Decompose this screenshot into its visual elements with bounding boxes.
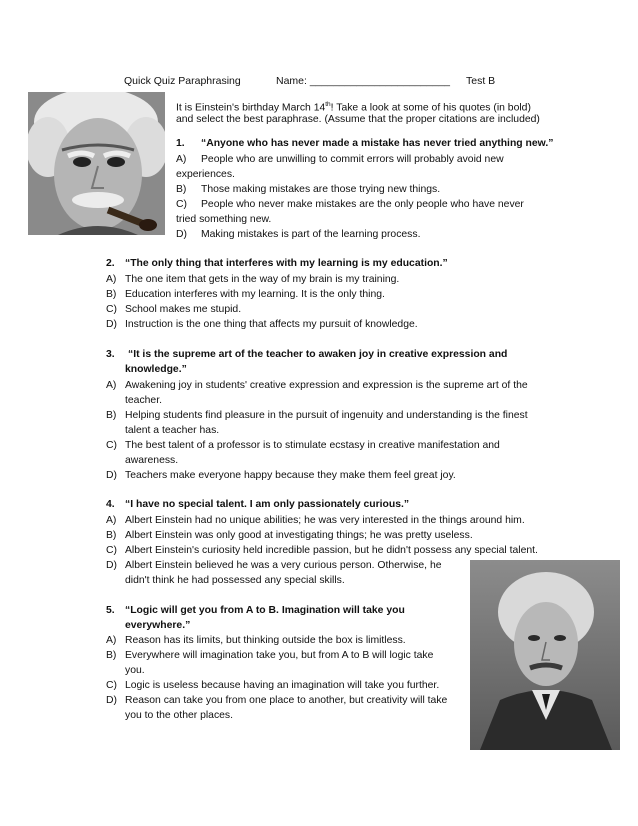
q3-option-a: Awakening joy in students' creative expression and expression is the supreme art of the xyxy=(125,380,528,391)
intro-line-2: and select the best paraphrase. (Assume that the proper citations are included) xyxy=(176,114,540,125)
q4-option-a-letter: A) xyxy=(106,515,117,526)
q1-quote: “Anyone who has never made a mistake has never tried anything new.” xyxy=(201,138,554,149)
q4-option-c-letter: C) xyxy=(106,545,117,556)
q3-option-b-letter: B) xyxy=(106,410,117,421)
q5-quote: “Logic will get you from A to B. Imagination will take you xyxy=(125,605,405,616)
q4-option-d: Albert Einstein believed he was a very curious person. Otherwise, he xyxy=(125,560,442,571)
q5-option-c-letter: C) xyxy=(106,680,117,691)
q2-option-c: School makes me stupid. xyxy=(125,304,242,315)
q4-option-c: Albert Einstein's curiosity held incredible passion, but he didn't possess any special talent. xyxy=(125,545,538,556)
q3-option-d-letter: D) xyxy=(106,470,117,481)
q5-option-c: Logic is useless because having an imagination will take you further. xyxy=(125,680,440,691)
q5-option-a: Reason has its limits, but thinking outside the box is limitless. xyxy=(125,635,406,646)
q4-quote: “I have no special talent. I am only passionately curious.” xyxy=(125,499,410,510)
q3-option-c-cont: awareness. xyxy=(125,455,179,466)
q2-number: 2. xyxy=(106,258,115,269)
q1-number: 1. xyxy=(176,138,185,149)
einstein-portrait-closeup xyxy=(28,92,165,235)
q1-option-d-letter: D) xyxy=(176,229,187,240)
q2-option-d: Instruction is the one thing that affects my pursuit of knowledge. xyxy=(125,319,418,330)
q1-option-d: Making mistakes is part of the learning process. xyxy=(201,229,421,240)
q3-quote: “It is the supreme art of the teacher to awaken joy in creative expression and xyxy=(128,349,508,360)
q3-number: 3. xyxy=(106,349,115,360)
q2-option-a: The one item that gets in the way of my brain is my training. xyxy=(125,274,400,285)
q2-option-b: Education interferes with my learning. It is the only thing. xyxy=(125,289,385,300)
q5-option-b-cont: you. xyxy=(125,665,145,676)
q1-option-c-cont: tried something new. xyxy=(176,214,272,225)
q5-option-d-cont: you to the other places. xyxy=(125,710,234,721)
q5-option-b-letter: B) xyxy=(106,650,117,661)
q3-option-c: The best talent of a professor is to stimulate ecstasy in creative manifestation and xyxy=(125,440,500,451)
q1-option-a: People who are unwilling to commit errors will probably avoid new xyxy=(201,154,504,165)
q3-option-b: Helping students find pleasure in the pursuit of ingenuity and understanding is the finest xyxy=(125,410,528,421)
q1-option-a-cont: experiences. xyxy=(176,169,235,180)
q3-quote-cont: knowledge.” xyxy=(125,364,187,375)
q3-option-d: Teachers make everyone happy because they make them feel great joy. xyxy=(125,470,456,481)
q3-option-c-letter: C) xyxy=(106,440,117,451)
q4-option-b-letter: B) xyxy=(106,530,117,541)
q5-option-d-letter: D) xyxy=(106,695,117,706)
q2-option-d-letter: D) xyxy=(106,319,117,330)
q4-option-d-cont: didn't think he had possessed any special skills. xyxy=(125,575,345,586)
q4-number: 4. xyxy=(106,499,115,510)
q1-option-c: People who never make mistakes are the only people who have never xyxy=(201,199,524,210)
q5-option-d: Reason can take you from one place to another, but creativity will take xyxy=(125,695,448,706)
q5-option-a-letter: A) xyxy=(106,635,117,646)
q5-option-b: Everywhere will imagination take you, but from A to B will logic take xyxy=(125,650,434,661)
q4-option-b: Albert Einstein was only good at investigating things; he was pretty useless. xyxy=(125,530,473,541)
test-label: Test B xyxy=(466,75,496,87)
q4-option-d-letter: D) xyxy=(106,560,117,571)
q2-option-c-letter: C) xyxy=(106,304,117,315)
q1-option-b-letter: B) xyxy=(176,184,187,195)
q4-option-a: Albert Einstein had no unique abilities; he was very interested in the things around him. xyxy=(125,515,525,526)
intro-line-1: It is Einstein's birthday March 14th! Take a look at some of his quotes (in bold) xyxy=(176,101,531,114)
q5-quote-cont: everywhere.” xyxy=(125,620,191,631)
q3-option-b-cont: talent a teacher has. xyxy=(125,425,220,436)
q2-quote: “The only thing that interferes with my learning is my education.” xyxy=(125,258,448,269)
q1-option-c-letter: C) xyxy=(176,199,187,210)
q2-option-a-letter: A) xyxy=(106,274,117,285)
q3-option-a-letter: A) xyxy=(106,380,117,391)
q2-option-b-letter: B) xyxy=(106,289,117,300)
quiz-title: Quick Quiz Paraphrasing xyxy=(124,75,241,87)
name-field-label: Name: ________________________ xyxy=(276,75,450,87)
einstein-portrait-formal xyxy=(470,560,620,750)
q3-option-a-cont: teacher. xyxy=(125,395,162,406)
q5-number: 5. xyxy=(106,605,115,616)
q1-option-b: Those making mistakes are those trying new things. xyxy=(201,184,441,195)
q1-option-a-letter: A) xyxy=(176,154,187,165)
